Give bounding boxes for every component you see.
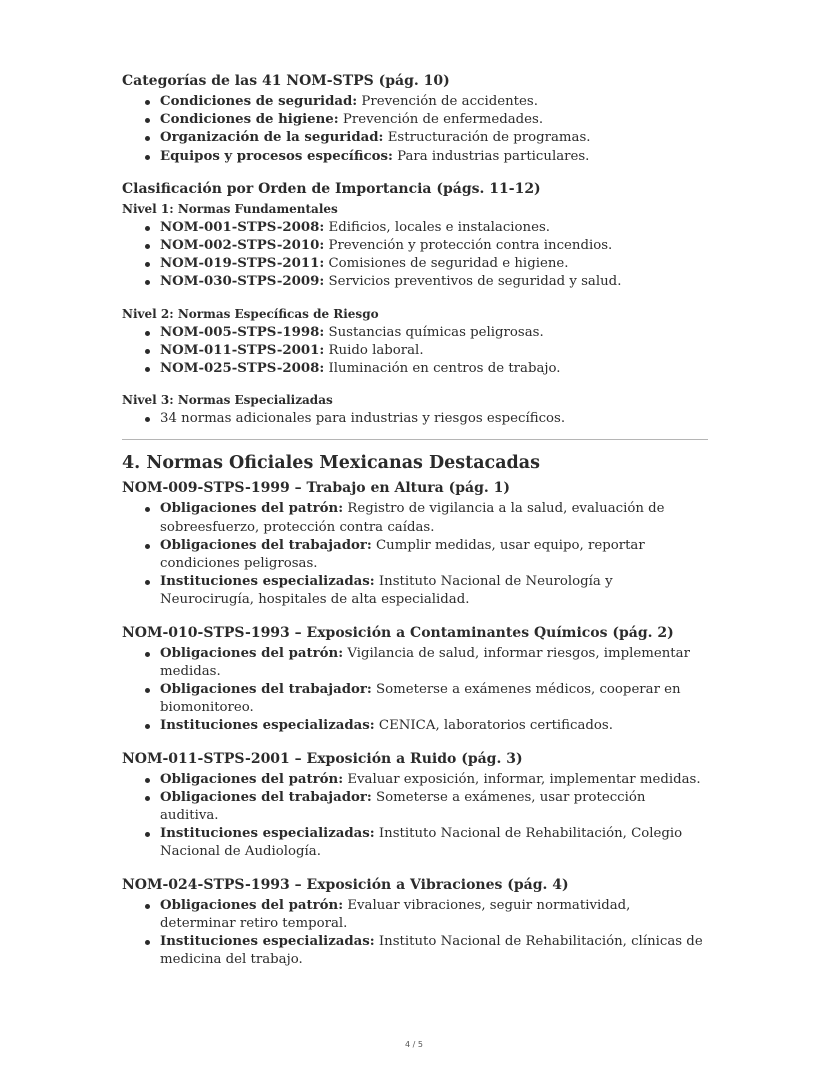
item-term: Obligaciones del trabajador: [160,682,372,698]
item-text: Evaluar exposición, informar, implementar medidas. [343,771,701,787]
categories-heading: Categorías de las 41 NOM-STPS (pág. 10) [122,73,450,89]
item-text: CENICA, laboratorios certificados. [374,718,613,734]
item-text: Comisiones de seguridad e higiene. [324,256,569,272]
item-term: Instituciones especializadas: [160,718,375,734]
item-text: Edificios, locales e instalaciones. [324,219,551,235]
item-text: Prevención de enfermedades. [338,112,544,128]
level3-heading: Nivel 3: Normas Especializadas [122,393,333,408]
item-term: NOM-005-STPS-1998: [160,324,325,340]
list-item [160,111,708,129]
item-term: NOM-030-STPS-2009: [160,274,325,290]
list-item [160,681,708,717]
item-text: Prevención y protección contra incendios. [324,238,613,254]
nom024-list [122,897,708,970]
item-term: Obligaciones del patrón: [160,771,344,787]
item-text: Instituto Nacional de Neurología y Neurocirugía, hospitales de alta especialidad. [160,574,613,608]
list-item [160,237,708,255]
item-text: Para industrias particulares. [392,148,590,164]
section-divider [122,439,708,440]
nom011-heading: NOM-011-STPS-2001 – Exposición a Ruido (pág. 3) [122,750,523,767]
nom009-heading: NOM-009-STPS-1999 – Trabajo en Altura (pág. 1) [122,480,511,497]
item-text: Sustancias químicas peligrosas. [324,324,544,340]
item-text: Evaluar vibraciones, seguir normatividad, determinar retiro temporal. [160,897,631,931]
item-text: Servicios preventivos de seguridad y salud. [324,274,622,290]
list-item [160,933,708,969]
page-number: 4 / 5 [405,1040,423,1049]
list-item [160,324,708,342]
list-item [160,897,708,933]
list-item [160,93,708,111]
list-item [160,771,708,789]
level2-heading: Nivel 2: Normas Específicas de Riesgo [122,306,379,321]
section-4 [122,452,708,969]
nom024-block [122,876,708,970]
item-term: Obligaciones del patrón: [160,645,344,661]
list-item [160,825,708,861]
item-text: Registro de vigilancia a la salud, evaluación de sobreesfuerzo, protección contra caídas. [160,501,665,535]
level1-block [122,201,708,292]
item-text: Iluminación en centros de trabajo. [324,361,561,377]
item-term: NOM-002-STPS-2010: [160,238,325,254]
list-item [160,255,708,273]
level3-list [122,410,708,428]
item-text: Cumplir medidas, usar equipo, reportar condiciones peligrosas. [160,537,645,572]
list-item [160,219,708,237]
nom009-block [122,479,708,609]
item-term: Condiciones de higiene: [160,112,339,128]
level2-block [122,306,708,379]
item-text: Instituto Nacional de Rehabilitación, Colegio Nacional de Audiología. [160,826,683,860]
level2-list [122,324,708,379]
item-term: NOM-025-STPS-2008: [160,361,325,377]
nom010-block [122,624,708,736]
item-text: Someterse a exámenes médicos, cooperar en biomonitoreo. [160,682,681,716]
item-term: Obligaciones del patrón: [160,501,344,517]
section-4-heading: 4. Normas Oficiales Mexicanas Destacadas [122,453,540,474]
list-item [160,129,708,147]
list-item [160,360,708,378]
list-item [160,573,708,609]
categories-section [122,72,708,166]
item-term: Condiciones de seguridad: [160,94,358,109]
level3-block [122,392,708,428]
item-term: Obligaciones del trabajador: [160,537,372,553]
item-text: Prevención de accidentes. [357,94,538,109]
item-term: Instituciones especializadas: [160,574,375,590]
item-term: Obligaciones del trabajador: [160,789,372,805]
list-item [160,717,708,735]
nom009-list [122,500,708,609]
item-term: NOM-011-STPS-2001: [160,342,325,358]
level1-list [122,219,708,292]
item-term: Instituciones especializadas: [160,934,375,950]
item-text: Ruido laboral. [324,342,424,358]
nom010-list [122,645,708,736]
item-term: NOM-019-STPS-2011: [160,256,325,272]
list-item [160,148,708,166]
item-text: Vigilancia de salud, informar riesgos, implementar medidas. [160,645,690,679]
nom010-heading: NOM-010-STPS-1993 – Exposición a Contaminantes Químicos (pág. 2) [122,624,674,641]
item-term: Instituciones especializadas: [160,826,375,842]
item-text: Someterse a exámenes, usar protección auditiva. [160,789,646,824]
item-term: Obligaciones del patrón: [160,897,344,913]
level1-heading: Nivel 1: Normas Fundamentales [122,201,338,216]
list-item [160,342,708,360]
classification-section [122,180,708,429]
list-item [160,500,708,536]
list-item [160,537,708,573]
document-page [122,72,708,970]
item-text: Estructuración de programas. [383,130,591,146]
item-term: NOM-001-STPS-2008: [160,219,325,235]
classification-heading: Clasificación por Orden de Importancia (págs. 11-12) [122,180,541,197]
nom011-block [122,750,708,862]
list-item [160,645,708,681]
list-item [160,789,708,825]
item-text: 34 normas adicionales para industrias y riesgos específicos. [160,411,566,427]
list-item [160,273,708,291]
item-term: Equipos y procesos específicos: [160,148,393,164]
item-term: Organización de la seguridad: [160,130,384,146]
nom011-list [122,771,708,862]
list-item [160,410,708,428]
categories-list [122,93,708,166]
nom024-heading: NOM-024-STPS-1993 – Exposición a Vibraciones (pág. 4) [122,876,569,893]
item-text: Instituto Nacional de Rehabilitación, clínicas de medicina del trabajo. [160,934,703,968]
